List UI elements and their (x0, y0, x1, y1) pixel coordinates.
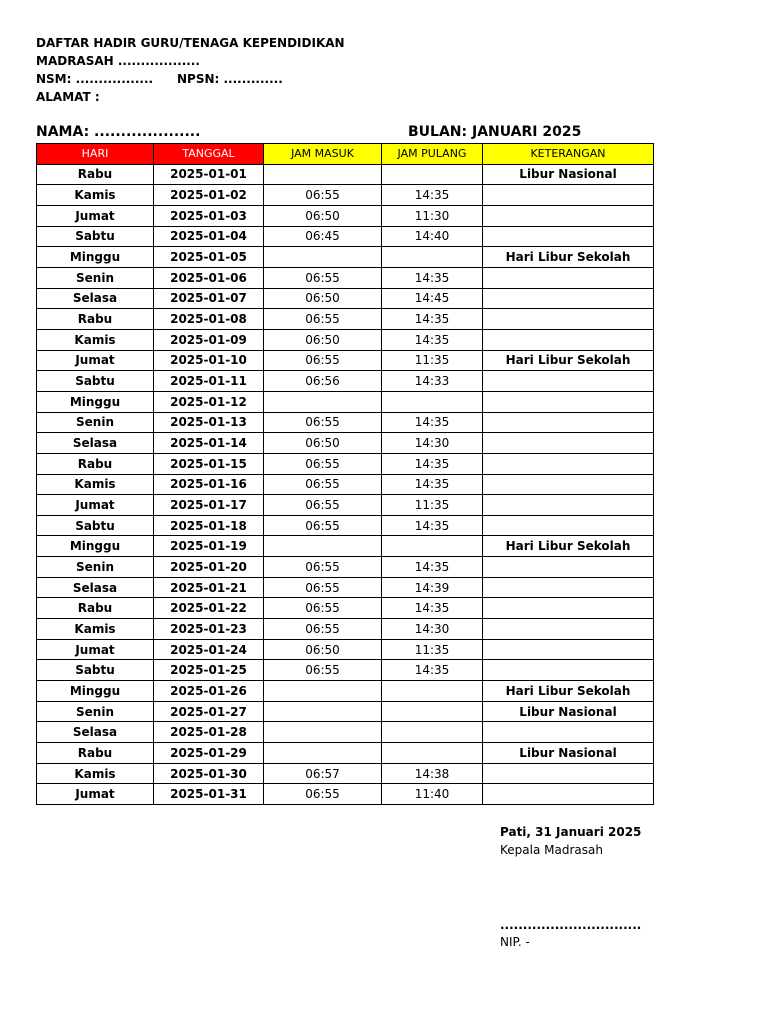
cell-jam-pulang: 11:40 (382, 784, 483, 805)
table-row (37, 495, 654, 516)
cell-jam-masuk: 06:55 (264, 515, 382, 536)
cell-jam-masuk: 06:55 (264, 474, 382, 495)
cell-jam-pulang: 14:35 (382, 598, 483, 619)
cell-keterangan (483, 495, 654, 516)
table-row (37, 557, 654, 578)
cell-jam-masuk: 06:55 (264, 619, 382, 640)
table-row (37, 433, 654, 454)
cell-jam-pulang: 14:30 (382, 433, 483, 454)
table-row (37, 743, 654, 764)
cell-jam-masuk: 06:55 (264, 453, 382, 474)
cell-keterangan (483, 639, 654, 660)
cell-hari: Rabu (37, 309, 154, 330)
table-row (37, 371, 654, 392)
cell-keterangan (483, 185, 654, 206)
cell-keterangan (483, 515, 654, 536)
attendance-table (36, 143, 654, 805)
table-row (37, 453, 654, 474)
cell-jam-masuk: 06:50 (264, 205, 382, 226)
cell-jam-pulang (382, 536, 483, 557)
table-row (37, 391, 654, 412)
cell-tanggal: 2025-01-10 (154, 350, 264, 371)
cell-hari: Rabu (37, 743, 154, 764)
cell-keterangan (483, 722, 654, 743)
cell-jam-pulang (382, 247, 483, 268)
cell-jam-masuk: 06:55 (264, 660, 382, 681)
cell-tanggal: 2025-01-09 (154, 329, 264, 350)
alamat-line: ALAMAT : (36, 90, 100, 104)
cell-keterangan (483, 288, 654, 309)
cell-hari: Kamis (37, 474, 154, 495)
nsm-label: NSM: ................. (36, 72, 154, 86)
table-row (37, 577, 654, 598)
col-keterangan-header: KETERANGAN (483, 144, 654, 165)
cell-jam-pulang (382, 681, 483, 702)
table-row (37, 288, 654, 309)
cell-hari: Senin (37, 557, 154, 578)
col-hari-header: HARI (37, 144, 154, 165)
cell-jam-pulang: 14:40 (382, 226, 483, 247)
cell-keterangan (483, 412, 654, 433)
cell-jam-pulang (382, 391, 483, 412)
cell-jam-pulang: 14:35 (382, 412, 483, 433)
cell-tanggal: 2025-01-23 (154, 619, 264, 640)
cell-keterangan (483, 205, 654, 226)
table-row (37, 226, 654, 247)
table-row (37, 350, 654, 371)
cell-keterangan (483, 784, 654, 805)
cell-hari: Jumat (37, 205, 154, 226)
table-row (37, 164, 654, 185)
cell-keterangan (483, 660, 654, 681)
cell-tanggal: 2025-01-22 (154, 598, 264, 619)
cell-keterangan (483, 433, 654, 454)
cell-hari: Jumat (37, 495, 154, 516)
cell-tanggal: 2025-01-13 (154, 412, 264, 433)
table-row (37, 639, 654, 660)
cell-keterangan (483, 577, 654, 598)
cell-keterangan (483, 371, 654, 392)
cell-tanggal: 2025-01-26 (154, 681, 264, 702)
cell-keterangan: Hari Libur Sekolah (483, 350, 654, 371)
cell-keterangan (483, 557, 654, 578)
table-row (37, 681, 654, 702)
cell-hari: Kamis (37, 185, 154, 206)
cell-hari: Selasa (37, 433, 154, 454)
cell-tanggal: 2025-01-29 (154, 743, 264, 764)
cell-jam-masuk (264, 722, 382, 743)
cell-tanggal: 2025-01-30 (154, 763, 264, 784)
cell-tanggal: 2025-01-24 (154, 639, 264, 660)
table-row (37, 536, 654, 557)
signature-nip: NIP. - (500, 935, 530, 949)
cell-jam-pulang (382, 164, 483, 185)
cell-keterangan (483, 309, 654, 330)
cell-tanggal: 2025-01-02 (154, 185, 264, 206)
table-row (37, 660, 654, 681)
cell-tanggal: 2025-01-04 (154, 226, 264, 247)
cell-hari: Jumat (37, 784, 154, 805)
document-title: DAFTAR HADIR GURU/TENAGA KEPENDIDIKAN (36, 36, 345, 50)
cell-hari: Rabu (37, 598, 154, 619)
table-row (37, 722, 654, 743)
table-row (37, 309, 654, 330)
cell-jam-pulang: 14:35 (382, 557, 483, 578)
cell-hari: Minggu (37, 247, 154, 268)
table-row (37, 598, 654, 619)
cell-tanggal: 2025-01-31 (154, 784, 264, 805)
cell-jam-masuk: 06:56 (264, 371, 382, 392)
cell-hari: Jumat (37, 639, 154, 660)
cell-jam-masuk: 06:55 (264, 350, 382, 371)
cell-tanggal: 2025-01-25 (154, 660, 264, 681)
table-row (37, 412, 654, 433)
cell-jam-masuk: 06:50 (264, 433, 382, 454)
cell-jam-masuk: 06:55 (264, 185, 382, 206)
cell-keterangan (483, 474, 654, 495)
cell-keterangan: Libur Nasional (483, 701, 654, 722)
cell-hari: Kamis (37, 619, 154, 640)
cell-jam-pulang: 14:35 (382, 453, 483, 474)
cell-hari: Selasa (37, 577, 154, 598)
cell-hari: Selasa (37, 722, 154, 743)
cell-jam-pulang: 11:35 (382, 639, 483, 660)
cell-jam-pulang: 11:35 (382, 495, 483, 516)
cell-hari: Senin (37, 412, 154, 433)
cell-tanggal: 2025-01-08 (154, 309, 264, 330)
table-row (37, 474, 654, 495)
cell-tanggal: 2025-01-03 (154, 205, 264, 226)
cell-jam-pulang: 14:35 (382, 515, 483, 536)
cell-keterangan (483, 226, 654, 247)
cell-jam-pulang: 14:45 (382, 288, 483, 309)
col-jam-pulang-header: JAM PULANG (382, 144, 483, 165)
cell-keterangan (483, 453, 654, 474)
cell-hari: Rabu (37, 164, 154, 185)
nsm-npsn-line (36, 70, 436, 88)
table-row (37, 267, 654, 288)
cell-jam-masuk (264, 536, 382, 557)
cell-keterangan (483, 619, 654, 640)
cell-keterangan: Hari Libur Sekolah (483, 536, 654, 557)
cell-jam-pulang (382, 701, 483, 722)
table-header-row (37, 144, 654, 165)
table-row (37, 515, 654, 536)
cell-keterangan (483, 267, 654, 288)
table-row (37, 784, 654, 805)
cell-jam-masuk: 06:55 (264, 784, 382, 805)
cell-tanggal: 2025-01-14 (154, 433, 264, 454)
cell-jam-masuk: 06:50 (264, 288, 382, 309)
cell-tanggal: 2025-01-21 (154, 577, 264, 598)
table-row (37, 619, 654, 640)
table-body (37, 164, 654, 804)
cell-jam-masuk: 06:55 (264, 598, 382, 619)
signature-role: Kepala Madrasah (500, 843, 603, 857)
cell-jam-pulang: 14:35 (382, 185, 483, 206)
cell-jam-masuk (264, 164, 382, 185)
cell-jam-masuk (264, 391, 382, 412)
cell-hari: Minggu (37, 391, 154, 412)
cell-hari: Senin (37, 267, 154, 288)
cell-tanggal: 2025-01-07 (154, 288, 264, 309)
cell-hari: Kamis (37, 329, 154, 350)
cell-hari: Jumat (37, 350, 154, 371)
cell-jam-masuk: 06:50 (264, 329, 382, 350)
cell-tanggal: 2025-01-19 (154, 536, 264, 557)
cell-tanggal: 2025-01-27 (154, 701, 264, 722)
cell-jam-pulang: 11:30 (382, 205, 483, 226)
cell-jam-masuk: 06:55 (264, 577, 382, 598)
table-row (37, 247, 654, 268)
signature-place-date: Pati, 31 Januari 2025 (500, 825, 642, 839)
cell-hari: Minggu (37, 536, 154, 557)
cell-tanggal: 2025-01-18 (154, 515, 264, 536)
cell-jam-masuk (264, 247, 382, 268)
table-row (37, 329, 654, 350)
cell-tanggal: 2025-01-20 (154, 557, 264, 578)
cell-jam-masuk: 06:55 (264, 267, 382, 288)
cell-hari: Sabtu (37, 660, 154, 681)
cell-jam-masuk: 06:50 (264, 639, 382, 660)
cell-tanggal: 2025-01-15 (154, 453, 264, 474)
cell-keterangan (483, 391, 654, 412)
cell-jam-masuk (264, 681, 382, 702)
table-row (37, 701, 654, 722)
cell-hari: Kamis (37, 763, 154, 784)
cell-jam-masuk (264, 701, 382, 722)
cell-jam-pulang (382, 743, 483, 764)
cell-tanggal: 2025-01-05 (154, 247, 264, 268)
madrasah-line: MADRASAH .................. (36, 54, 200, 68)
cell-jam-masuk: 06:57 (264, 763, 382, 784)
cell-tanggal: 2025-01-16 (154, 474, 264, 495)
cell-keterangan: Libur Nasional (483, 743, 654, 764)
cell-jam-masuk (264, 743, 382, 764)
cell-keterangan: Hari Libur Sekolah (483, 681, 654, 702)
cell-jam-masuk: 06:55 (264, 412, 382, 433)
cell-keterangan (483, 763, 654, 784)
cell-jam-pulang: 14:35 (382, 329, 483, 350)
cell-jam-pulang: 14:35 (382, 474, 483, 495)
cell-tanggal: 2025-01-12 (154, 391, 264, 412)
cell-hari: Sabtu (37, 226, 154, 247)
npsn-label: NPSN: ............. (177, 72, 283, 86)
cell-jam-pulang: 14:39 (382, 577, 483, 598)
cell-jam-masuk: 06:45 (264, 226, 382, 247)
cell-jam-pulang (382, 722, 483, 743)
cell-hari: Sabtu (37, 371, 154, 392)
col-tanggal-header: TANGGAL (154, 144, 264, 165)
cell-jam-pulang: 14:38 (382, 763, 483, 784)
cell-hari: Sabtu (37, 515, 154, 536)
col-jam-masuk-header: JAM MASUK (264, 144, 382, 165)
cell-jam-pulang: 14:35 (382, 309, 483, 330)
cell-keterangan: Hari Libur Sekolah (483, 247, 654, 268)
cell-keterangan (483, 598, 654, 619)
cell-tanggal: 2025-01-17 (154, 495, 264, 516)
cell-tanggal: 2025-01-06 (154, 267, 264, 288)
cell-jam-masuk: 06:55 (264, 557, 382, 578)
cell-tanggal: 2025-01-28 (154, 722, 264, 743)
cell-hari: Minggu (37, 681, 154, 702)
cell-hari: Rabu (37, 453, 154, 474)
cell-jam-pulang: 14:35 (382, 660, 483, 681)
cell-jam-pulang: 14:35 (382, 267, 483, 288)
cell-jam-pulang: 14:33 (382, 371, 483, 392)
nama-label: NAMA: .................... (36, 124, 201, 140)
table-row (37, 185, 654, 206)
cell-hari: Selasa (37, 288, 154, 309)
cell-jam-masuk: 06:55 (264, 309, 382, 330)
cell-hari: Senin (37, 701, 154, 722)
cell-tanggal: 2025-01-01 (154, 164, 264, 185)
table-row (37, 205, 654, 226)
cell-keterangan (483, 329, 654, 350)
cell-jam-pulang: 14:30 (382, 619, 483, 640)
cell-jam-pulang: 11:35 (382, 350, 483, 371)
table-row (37, 763, 654, 784)
bulan-label: BULAN: JANUARI 2025 (408, 124, 582, 140)
signature-name: ............................... (500, 918, 642, 932)
cell-tanggal: 2025-01-11 (154, 371, 264, 392)
cell-keterangan: Libur Nasional (483, 164, 654, 185)
cell-jam-masuk: 06:55 (264, 495, 382, 516)
